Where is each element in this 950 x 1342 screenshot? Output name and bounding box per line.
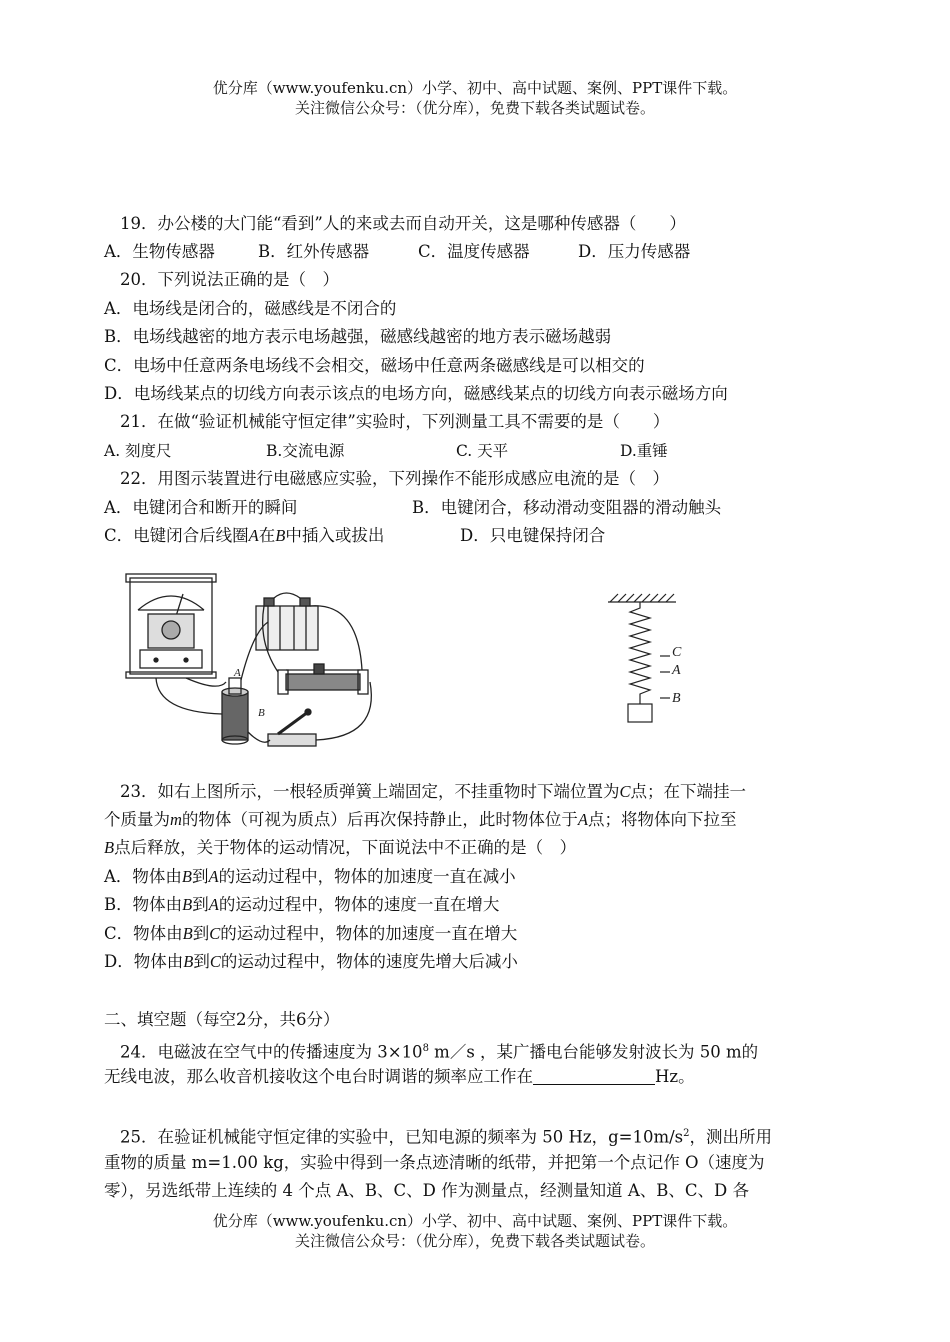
q25-line-2: 重物的质量 m=1.00 kg，实验中得到一条点迹清晰的纸带，并把第一个点记作 O（速度为 xyxy=(104,1153,765,1172)
q25-line-1: 25．在验证机械能守恒定律的实验中，已知电源的频率为 50 Hz，$g=10m/s^2$，测出所用 xyxy=(120,1127,772,1147)
q19-option-b: B．红外传感器 xyxy=(258,242,370,261)
q23-option-b: B．物体由B到A的运动过程中，物体的速度一直在增大 xyxy=(104,895,500,914)
figure-label-b: B xyxy=(258,707,265,719)
q24-line-2: 无线电波，那么收音机接收这个电台时调谐的频率应工作在 Hz。 xyxy=(104,1067,695,1086)
q19-option-a: A．生物传感器 xyxy=(104,242,215,261)
spring-figure xyxy=(604,590,704,730)
footer-line-1: 优分库（www.youfenku.cn）小学、初中、高中试题、案例、PPT课件下载。 xyxy=(212,1212,738,1230)
induction-apparatus-figure xyxy=(118,572,386,754)
mass-block xyxy=(628,704,652,722)
q21-stem: 21．在做“验证机械能守恒定律”实验时，下列测量工具不需要的是（ ） xyxy=(120,412,670,431)
q20-option-a: A．电场线是闭合的，磁感线是不闭合的 xyxy=(104,299,397,318)
footer-line-2: 关注微信公众号：（优分库），免费下载各类试题试卷。 xyxy=(294,1232,655,1250)
q22-option-b: B．电键闭合，移动滑动变阻器的滑动触头 xyxy=(412,498,722,517)
spring-label-a: A xyxy=(672,663,681,678)
q23-option-d: D．物体由B到C的运动过程中，物体的速度先增大后减小 xyxy=(104,952,518,971)
q24-line-1: 24．电磁波在空气中的传播速度为 $3\times 10^8$ m／s ，某广播电台能够发射波长为 50 m的 xyxy=(120,1042,759,1062)
q20-option-b: B．电场线越密的地方表示电场越强，磁感线越密的地方表示磁场越弱 xyxy=(104,327,612,346)
section-2-title: 二、填空题（每空2分，共6分） xyxy=(104,1010,340,1029)
q23-line-1: 23．如右上图所示，一根轻质弹簧上端固定，不挂重物时下端位置为C点；在下端挂一 xyxy=(120,782,747,801)
q20-stem: 20．下列说法正确的是（ ） xyxy=(120,270,339,289)
q19-option-c: C．温度传感器 xyxy=(418,242,530,261)
q23-option-a: A．物体由B到A的运动过程中，物体的加速度一直在减小 xyxy=(104,867,516,886)
q23-line-3: B点后释放，关于物体的运动情况，下面说法中不正确的是（ ） xyxy=(104,838,577,857)
q22-option-d: D．只电键保持闭合 xyxy=(460,526,606,545)
header-line-2: 关注微信公众号：（优分库），免费下载各类试题试卷。 xyxy=(294,99,655,117)
q22-stem: 22．用图示装置进行电磁感应实验，下列操作不能形成感应电流的是（ ） xyxy=(120,469,669,488)
q22-option-a: A．电键闭合和断开的瞬间 xyxy=(104,498,298,517)
q20-option-c: C．电场中任意两条电场线不会相交，磁场中任意两条磁感线是可以相交的 xyxy=(104,356,645,375)
q23-line-2: 个质量为m的物体（可视为质点）后再次保持静止，此时物体位于A点；将物体向下拉至 xyxy=(104,810,737,829)
header-line-1: 优分库（www.youfenku.cn）小学、初中、高中试题、案例、PPT课件下载。 xyxy=(212,79,738,97)
q24-answer-blank[interactable] xyxy=(533,1066,655,1085)
q20-option-d: D．电场线某点的切线方向表示该点的电场方向，磁感线某点的切线方向表示磁场方向 xyxy=(104,384,728,403)
q21-option-c: C. 天平 xyxy=(456,442,509,460)
spring-label-b: B xyxy=(672,691,681,706)
q21-option-a: A. 刻度尺 xyxy=(104,442,172,460)
q23-option-c: C．物体由B到C的运动过程中，物体的加速度一直在增大 xyxy=(104,924,518,943)
q21-option-d: D.重锤 xyxy=(620,442,668,460)
spring-coil xyxy=(630,602,650,704)
q22-option-c: C．电键闭合后线圈A在B中插入或拔出 xyxy=(104,526,385,545)
q25-line-3: 零），另选纸带上连续的 4 个点 A、B、C、D 作为测量点，经测量知道 A、B、C、D 各 xyxy=(104,1181,750,1200)
q19-option-d: D．压力传感器 xyxy=(578,242,691,261)
figure-label-a: A xyxy=(234,667,241,679)
q19-stem: 19．办公楼的大门能“看到”人的来或去而自动开关，这是哪种传感器（ ） xyxy=(120,214,686,233)
q21-option-b: B.交流电源 xyxy=(266,442,345,460)
spring-label-c: C xyxy=(672,645,682,660)
